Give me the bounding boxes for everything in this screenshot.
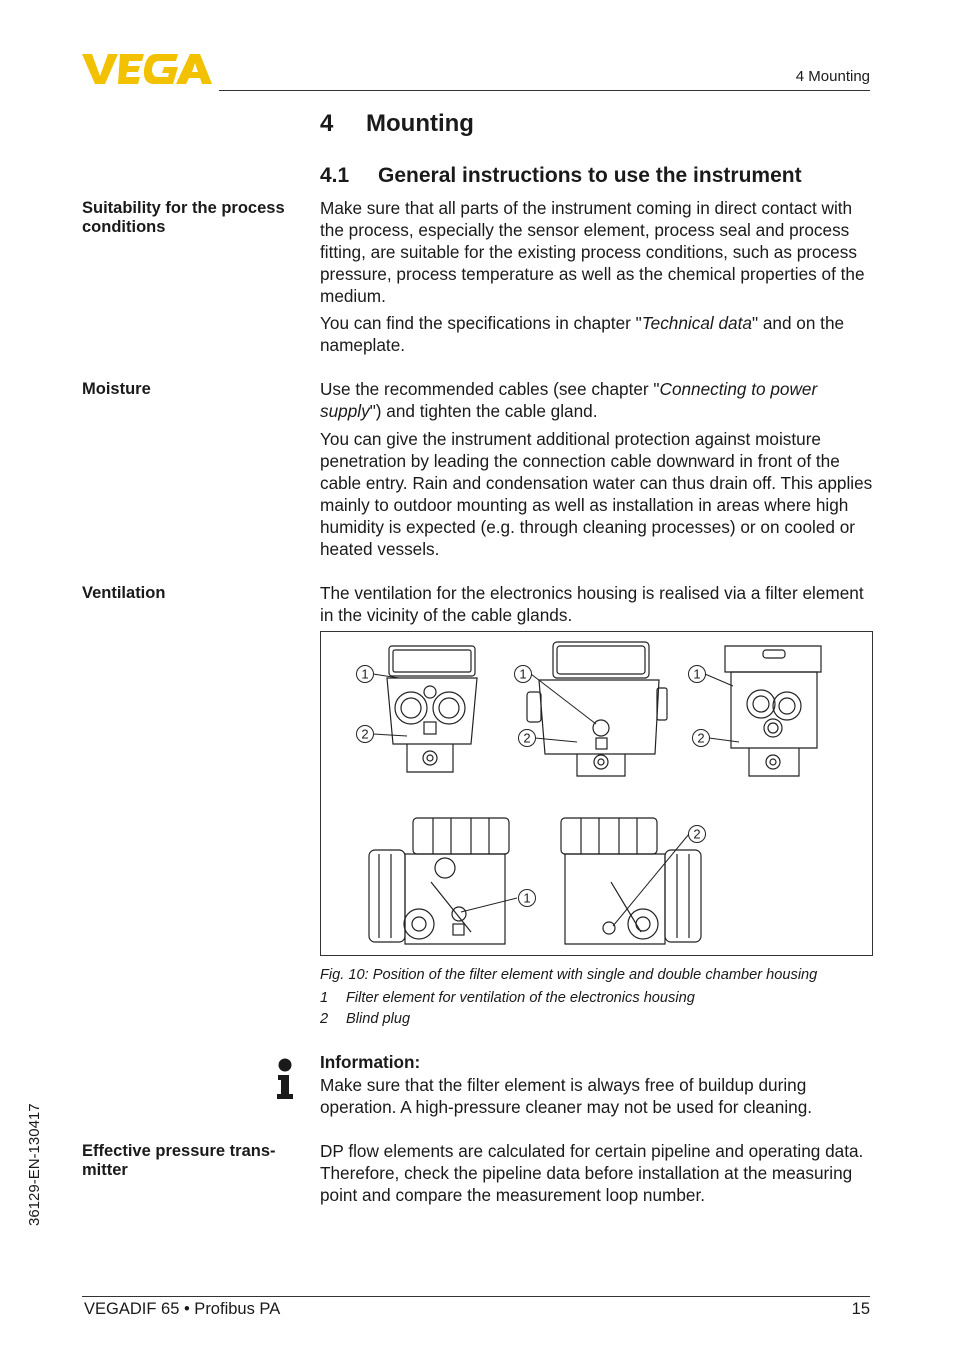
callout-2	[693, 730, 710, 747]
effective-paragraph: DP flow elements are calculated for certain pipeline and operating data. Therefore, check the pipeline data before installation at the measuring point and compare the measurement loop number.	[320, 1141, 864, 1205]
svg-text:2: 2	[697, 730, 705, 746]
housing-drawings	[321, 632, 872, 955]
svg-text:1: 1	[361, 666, 369, 682]
legend-text: Filter element for ventilation of the electronics housing	[346, 990, 695, 1006]
suitability-paragraph-1: Make sure that all parts of the instrument coming in direct contact with the process, especially the sensor element, process seal and process fitting, are suitable for the existing process conditions, such as process pressure, process temperature as well as the chemical properties of the medium.	[320, 198, 865, 306]
callout-1	[515, 666, 532, 683]
vega-logo-graphic	[82, 52, 214, 86]
document-id: 36129-EN-130417	[26, 1103, 43, 1226]
section-title	[320, 164, 802, 188]
callout-2	[689, 826, 706, 843]
callout-1	[519, 890, 536, 907]
chapter-number: 4	[320, 110, 334, 137]
callout-2	[357, 726, 374, 743]
info-icon	[274, 1058, 296, 1105]
callout-2	[519, 730, 536, 747]
callout-1	[689, 666, 706, 683]
footer-product: VEGADIF 65 • Profibus PA	[84, 1300, 281, 1318]
section-title-text: General instructions to use the instrument	[378, 164, 802, 187]
section-number: 4.1	[320, 164, 350, 187]
text-run: ") and tighten the cable gland.	[369, 401, 598, 421]
side-label-suitability: Suitability for the process conditions	[82, 199, 285, 236]
information-text: Make sure that the filter element is always free of buildup during operation. A high-pressure cleaner may not be used for cleaning.	[320, 1075, 813, 1117]
svg-text:1: 1	[519, 666, 527, 682]
legend-number: 2	[320, 1011, 329, 1027]
callout-1	[357, 666, 374, 683]
housing-double-left	[369, 818, 509, 944]
page-number: 15	[851, 1300, 870, 1318]
ventilation-paragraph: The ventilation for the electronics housing is realised via a filter element in the vicinity of the cable glands.	[320, 583, 864, 625]
side-label-ventilation: Ventilation	[82, 584, 166, 602]
suitability-paragraph-2	[320, 312, 876, 356]
legend-number: 1	[320, 990, 329, 1006]
svg-text:1: 1	[523, 890, 531, 906]
chapter-title	[320, 110, 474, 138]
moisture-paragraph-1	[320, 378, 876, 422]
figure-caption: Fig. 10: Position of the filter element with single and double chamber housing	[320, 967, 818, 983]
label-line: Effective pressure trans-	[82, 1142, 276, 1160]
header-rule	[219, 90, 870, 91]
callout-leaders	[373, 674, 739, 926]
housing-single-aluminium	[527, 642, 667, 776]
svg-text:2: 2	[523, 730, 531, 746]
svg-text:2: 2	[361, 726, 369, 742]
label-line: mitter	[82, 1161, 128, 1179]
text-run: You can find the specifications in chapter "	[320, 313, 642, 333]
footer-rule	[82, 1296, 870, 1297]
figure-filter-element	[320, 631, 873, 956]
text-run-italic: Connecting to power supply	[320, 379, 818, 421]
legend-item	[320, 1011, 410, 1027]
vega-logo	[82, 52, 214, 91]
housing-single-stainless	[725, 646, 821, 776]
side-label-effective-pressure	[82, 1142, 312, 1180]
svg-text:1: 1	[693, 666, 701, 682]
chapter-title-text: Mounting	[366, 110, 474, 137]
legend-text: Blind plug	[346, 1011, 411, 1027]
svg-text:2: 2	[693, 826, 701, 842]
housing-double-right	[561, 818, 701, 944]
housing-single-plastic	[387, 646, 477, 772]
moisture-paragraph-2: You can give the instrument additional protection against moisture penetration by leading the connection cable downward in front of the cable entry. Rain and condensation water can thus drain off. This applies mainly to outdoor mounting as well as installation in areas where high humidity is expected (e.g. through cleaning processes) or on cooled or heated vessels.	[320, 429, 873, 559]
legend-item	[320, 990, 695, 1006]
text-run: " and on the nameplate.	[320, 313, 845, 355]
side-label-moisture: Moisture	[82, 380, 151, 398]
information-title: Information:	[320, 1052, 421, 1072]
header-section: 4 Mounting	[795, 68, 870, 85]
text-run: Use the recommended cables (see chapter "	[320, 379, 660, 399]
text-run-italic: Technical data	[641, 313, 752, 333]
